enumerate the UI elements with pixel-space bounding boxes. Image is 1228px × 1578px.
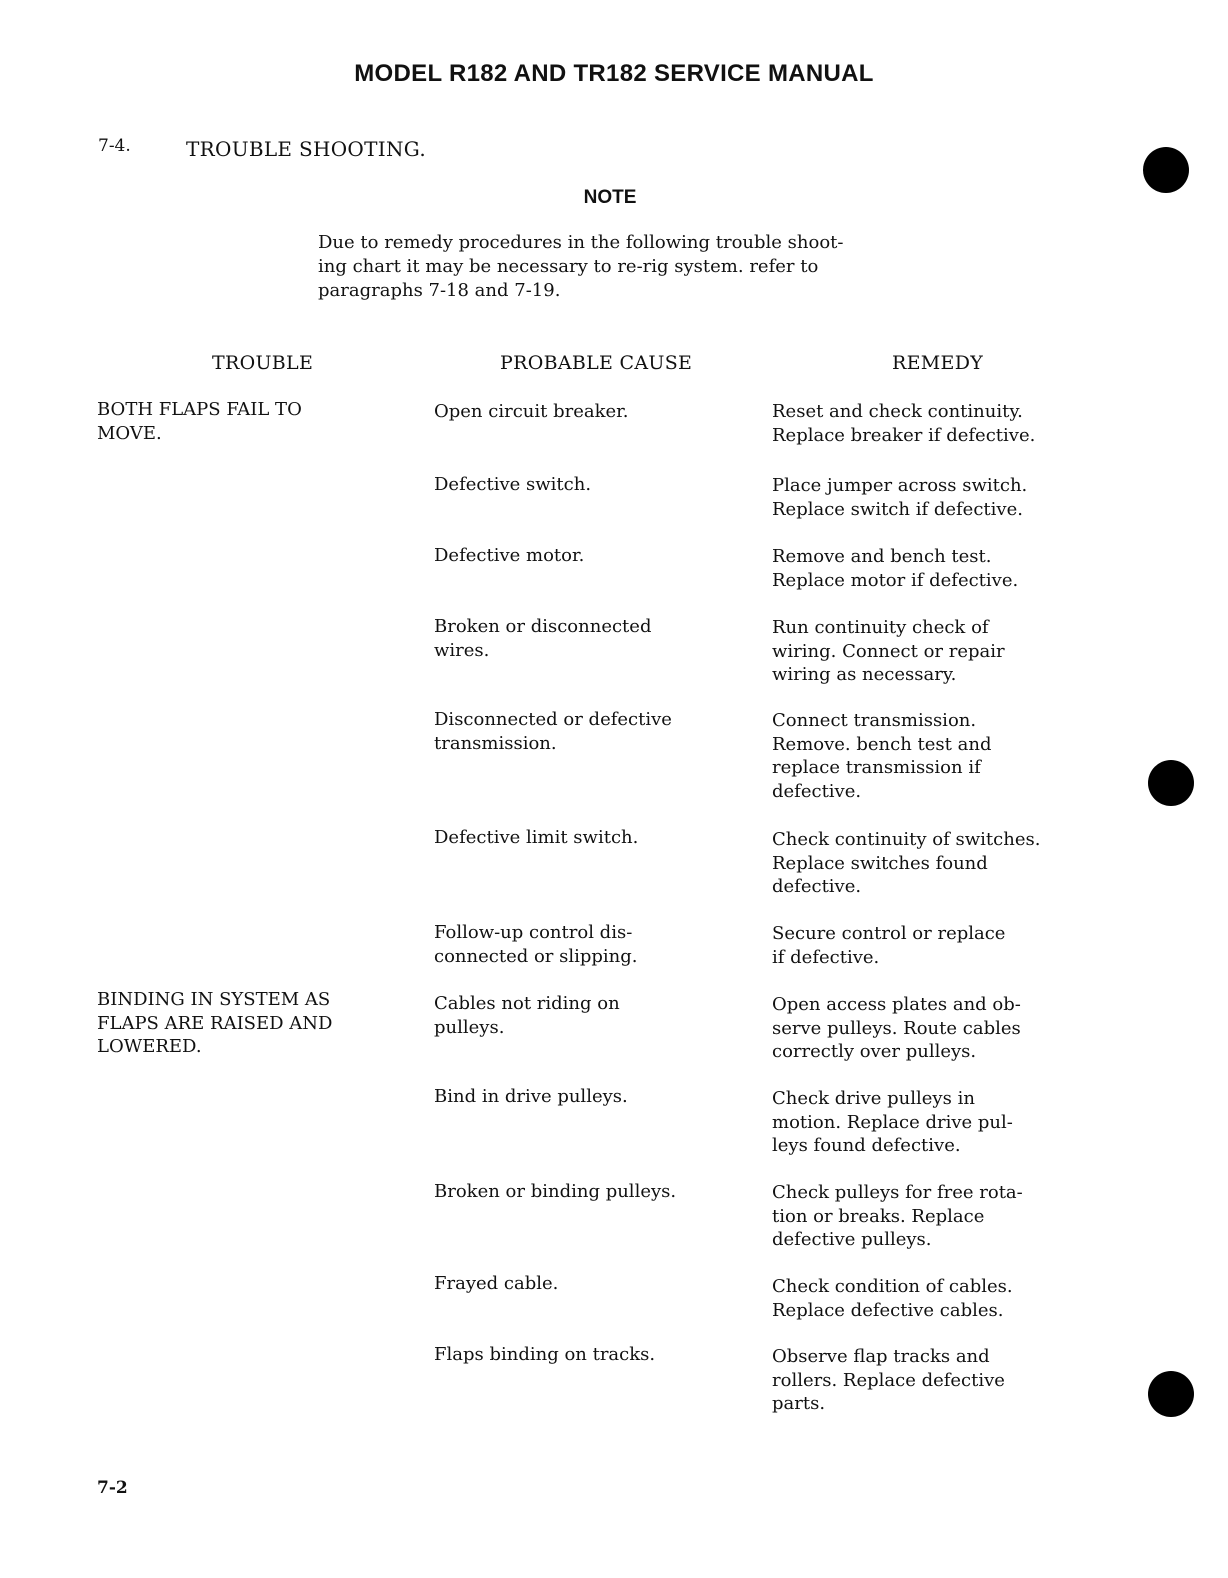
column-header-probable-cause: PROBABLE CAUSE xyxy=(500,352,693,374)
cause-item: Disconnected or defective transmission. xyxy=(434,709,672,754)
remedy-item: Open access plates and ob- serve pulleys. Route cables correctly over pulleys. xyxy=(772,994,1021,1062)
remedy-item: Check continuity of switches. Replace switches found defective. xyxy=(772,829,1041,897)
cause-item: Defective limit switch. xyxy=(434,827,639,848)
remedy-item: Check drive pulleys in motion. Replace drive pul- leys found defective. xyxy=(772,1088,1013,1156)
cause-item: Frayed cable. xyxy=(434,1273,559,1294)
remedy-item: Place jumper across switch. Replace switch if defective. xyxy=(772,475,1028,520)
cause-item: Follow-up control dis- connected or slipping. xyxy=(434,922,638,967)
cause-item: Open circuit breaker. xyxy=(434,401,629,422)
remedy-item: Check condition of cables. Replace defective cables. xyxy=(772,1276,1013,1321)
remedy-item: Secure control or replace if defective. xyxy=(772,923,1006,968)
note-label: NOTE xyxy=(583,187,637,208)
binder-hole-mark xyxy=(1143,147,1189,193)
section-title: TROUBLE SHOOTING. xyxy=(186,137,426,161)
cause-item: Defective switch. xyxy=(434,474,592,495)
note-line: Due to remedy procedures in the following trouble shoot- xyxy=(318,232,844,253)
note-line: ing chart it may be necessary to re-rig system. refer to xyxy=(318,256,819,277)
note-line: paragraphs 7-18 and 7-19. xyxy=(318,280,561,301)
note-text xyxy=(318,231,918,303)
remedy-item: Observe flap tracks and rollers. Replace defective parts. xyxy=(772,1346,1005,1414)
binder-hole-mark xyxy=(1148,760,1194,806)
remedy-item: Remove and bench test. Replace motor if defective. xyxy=(772,546,1019,591)
remedy-item: Run continuity check of wiring. Connect or repair wiring as necessary. xyxy=(772,617,1005,685)
cause-item: Cables not riding on pulleys. xyxy=(434,993,620,1038)
column-header-trouble: TROUBLE xyxy=(212,352,314,374)
cause-item: Broken or binding pulleys. xyxy=(434,1181,677,1202)
section-number: 7-4. xyxy=(98,136,131,156)
trouble-item: BOTH FLAPS FAIL TO MOVE. xyxy=(97,399,302,444)
remedy-item: Connect transmission. Remove. bench test and replace transmission if defective. xyxy=(772,710,992,802)
binder-hole-mark xyxy=(1148,1371,1194,1417)
trouble-item: BINDING IN SYSTEM AS FLAPS ARE RAISED AND LOWERED. xyxy=(97,989,333,1057)
cause-item: Broken or disconnected wires. xyxy=(434,616,652,661)
cause-item: Defective motor. xyxy=(434,545,585,566)
column-header-remedy: REMEDY xyxy=(892,352,984,374)
cause-item: Flaps binding on tracks. xyxy=(434,1344,656,1365)
remedy-item: Reset and check continuity. Replace breaker if defective. xyxy=(772,401,1036,446)
note-label-container xyxy=(0,187,1228,209)
page-number: 7-2 xyxy=(97,1478,128,1498)
manual-title: MODEL R182 AND TR182 SERVICE MANUAL xyxy=(354,60,874,87)
remedy-item: Check pulleys for free rota- tion or breaks. Replace defective pulleys. xyxy=(772,1182,1023,1250)
cause-item: Bind in drive pulleys. xyxy=(434,1086,628,1107)
